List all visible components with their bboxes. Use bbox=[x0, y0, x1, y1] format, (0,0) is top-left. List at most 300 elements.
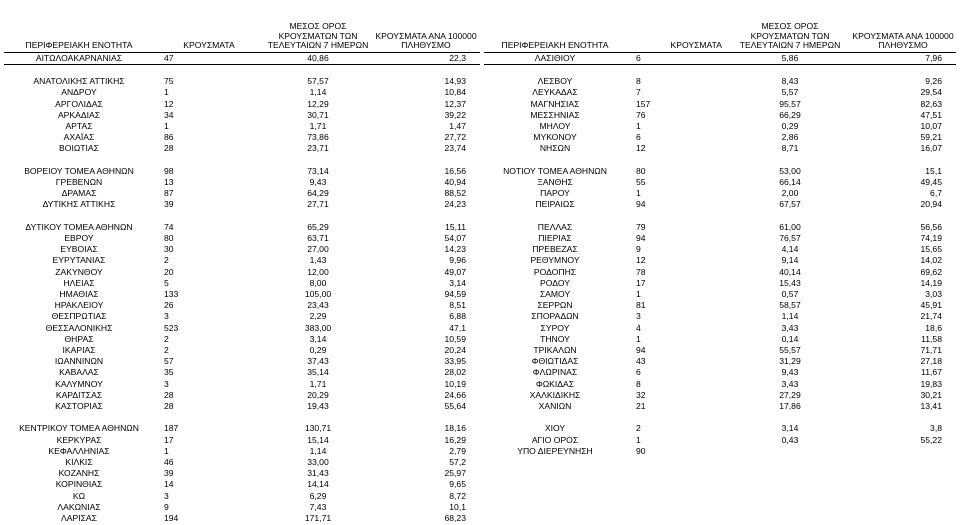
per100k-cell: 14,93 bbox=[444, 76, 466, 87]
table-row bbox=[484, 99, 956, 110]
cases-cell: 3 bbox=[164, 490, 169, 501]
per100k-cell: 88,52 bbox=[444, 188, 466, 199]
avg7-cell: 0,29 bbox=[309, 345, 327, 356]
region-cell: ΚΑΣΤΟΡΙΑΣ bbox=[55, 401, 103, 412]
table-row bbox=[4, 379, 480, 390]
table-row bbox=[484, 233, 956, 244]
avg7-cell: 3,43 bbox=[781, 322, 799, 333]
cases-cell: 32 bbox=[636, 389, 646, 400]
per100k-cell: 9,65 bbox=[449, 479, 466, 490]
avg7-cell: 15,14 bbox=[307, 434, 329, 445]
region-cell: ΤΗΝΟΥ bbox=[540, 333, 570, 344]
per100k-cell: 9,96 bbox=[449, 255, 466, 266]
per100k-cell: 30,21 bbox=[920, 389, 942, 400]
cases-cell: 9 bbox=[636, 244, 641, 255]
region-cell: ΕΥΡΥΤΑΝΙΑΣ bbox=[52, 255, 106, 266]
region-cell: ΓΡΕΒΕΝΩΝ bbox=[55, 176, 103, 187]
per100k-cell: 49,07 bbox=[444, 266, 466, 277]
per100k-cell: 28,02 bbox=[444, 367, 466, 378]
table-row bbox=[484, 255, 956, 266]
region-cell: ΠΡΕΒΕΖΑΣ bbox=[532, 244, 578, 255]
per100k-cell: 22,3 bbox=[372, 52, 480, 64]
avg7-cell: 23,43 bbox=[307, 300, 329, 311]
avg7-cell: 9,43 bbox=[781, 367, 799, 378]
avg7-cell: 19,43 bbox=[307, 401, 329, 412]
cases-cell: 17 bbox=[636, 277, 646, 288]
cases-cell: 8 bbox=[636, 378, 641, 389]
table-row bbox=[484, 300, 956, 311]
region-cell: ΚΑΒΑΛΑΣ bbox=[59, 367, 99, 378]
avg7-cell bbox=[730, 64, 850, 76]
table-row bbox=[484, 87, 956, 98]
cases-cell: 9 bbox=[164, 501, 169, 512]
cases-cell: 20 bbox=[164, 266, 174, 277]
region-cell: ΦΘΙΩΤΙΔΑΣ bbox=[531, 356, 579, 367]
avg7-cell: 67,57 bbox=[779, 199, 801, 210]
header-avg7: ΜΕΣΟΣ ΟΡΟΣ ΚΡΟΥΣΜΑΤΩΝ ΤΩΝ ΤΕΛΕΥΤΑΙΩΝ 7 ΗΜΕΡΩΝ bbox=[730, 22, 850, 52]
region-cell: ΛΑΚΩΝΙΑΣ bbox=[57, 501, 101, 512]
avg7-cell: 73,14 bbox=[307, 165, 329, 176]
per100k-cell: 29,54 bbox=[920, 87, 942, 98]
region-cell: ΚΙΛΚΙΣ bbox=[65, 457, 93, 468]
table-row bbox=[484, 76, 956, 87]
region-cell: ΥΠΟ ΔΙΕΡΕΥΝΗΣΗ bbox=[517, 445, 593, 456]
per100k-cell: 1,47 bbox=[449, 120, 466, 131]
cases-cell: 98 bbox=[164, 165, 174, 176]
cases-cell: 74 bbox=[164, 221, 174, 232]
avg7-cell: 1,71 bbox=[309, 378, 327, 389]
table-row bbox=[484, 423, 956, 434]
per100k-cell: 24,66 bbox=[444, 389, 466, 400]
table-row bbox=[484, 132, 956, 143]
avg7-cell: 383,00 bbox=[304, 322, 332, 333]
table-row bbox=[484, 52, 956, 64]
cases-cell: 76 bbox=[636, 109, 646, 120]
table-row bbox=[4, 390, 480, 401]
per100k-cell: 15,11 bbox=[445, 221, 466, 232]
per100k-cell bbox=[372, 211, 480, 222]
region-cell bbox=[484, 211, 626, 222]
avg7-cell: 5,57 bbox=[781, 87, 799, 98]
per100k-cell: 55,22 bbox=[920, 434, 942, 445]
avg7-cell: 2,86 bbox=[781, 132, 799, 143]
avg7-cell: 58,57 bbox=[779, 300, 801, 311]
per100k-cell: 18,16 bbox=[444, 423, 466, 434]
table-row bbox=[4, 155, 480, 166]
region-cell: ΤΡΙΚΑΛΩΝ bbox=[533, 345, 577, 356]
avg7-cell: 12,29 bbox=[307, 98, 329, 109]
cases-cell: 1 bbox=[164, 120, 169, 131]
per100k-cell: 27,18 bbox=[920, 356, 942, 367]
cases-cell: 187 bbox=[164, 423, 179, 434]
region-cell: ΙΩΑΝΝΙΝΩΝ bbox=[54, 356, 104, 367]
cases-cell bbox=[154, 211, 264, 222]
table-header-row bbox=[4, 22, 480, 52]
region-cell: ΧΙΟΥ bbox=[544, 423, 566, 434]
cases-cell: 1 bbox=[164, 87, 169, 98]
table-row bbox=[484, 311, 956, 322]
table-row bbox=[4, 233, 480, 244]
per100k-cell: 19,83 bbox=[920, 378, 942, 389]
avg7-cell: 73,86 bbox=[307, 132, 329, 143]
region-cell: ΒΟΙΩΤΙΑΣ bbox=[59, 143, 99, 154]
avg7-cell: 4,14 bbox=[781, 244, 799, 255]
region-cell: ΙΚΑΡΙΑΣ bbox=[62, 345, 96, 356]
per100k-cell bbox=[850, 211, 956, 222]
avg7-cell: 3,43 bbox=[781, 378, 799, 389]
region-cell: ΘΕΣΠΡΩΤΙΑΣ bbox=[51, 311, 107, 322]
header-cases: ΚΡΟΥΣΜΑΤΑ bbox=[626, 22, 730, 52]
region-cell: ΚΩ bbox=[72, 490, 86, 501]
table-row bbox=[4, 401, 480, 412]
per100k-cell bbox=[372, 412, 480, 423]
table-row bbox=[4, 502, 480, 513]
avg7-cell bbox=[264, 412, 372, 423]
cases-cell: 80 bbox=[636, 165, 646, 176]
table-row bbox=[484, 379, 956, 390]
avg7-cell: 66,14 bbox=[779, 176, 801, 187]
avg7-cell: 0,29 bbox=[781, 120, 799, 131]
table-row bbox=[484, 289, 956, 300]
avg7-cell: 40,86 bbox=[264, 52, 372, 64]
avg7-cell: 8,71 bbox=[781, 143, 799, 154]
region-cell: ΔΥΤΙΚΟΥ ΤΟΜΕΑ ΑΘΗΝΩΝ bbox=[25, 221, 133, 232]
table-row bbox=[4, 423, 480, 434]
per100k-cell: 6,7 bbox=[930, 188, 942, 199]
region-cell: ΚΑΡΔΙΤΣΑΣ bbox=[55, 389, 103, 400]
avg7-cell: 3,14 bbox=[781, 423, 799, 434]
region-cell: ΠΕΛΛΑΣ bbox=[537, 221, 573, 232]
table-row bbox=[484, 278, 956, 289]
per100k-cell: 69,62 bbox=[920, 266, 942, 277]
table-header-row bbox=[484, 22, 956, 52]
avg7-cell: 14,14 bbox=[307, 479, 329, 490]
avg7-cell: 0,43 bbox=[781, 434, 799, 445]
per100k-cell: 9,26 bbox=[925, 76, 942, 87]
region-cell: ΦΛΩΡΙΝΑΣ bbox=[532, 367, 578, 378]
avg7-cell: 9,43 bbox=[309, 176, 327, 187]
region-cell: ΣΥΡΟΥ bbox=[540, 322, 570, 333]
avg7-cell: 57,57 bbox=[307, 76, 329, 87]
region-cell: ΚΟΡΙΝΘΙΑΣ bbox=[55, 479, 103, 490]
table-row bbox=[484, 401, 956, 412]
region-cell: ΑΧΑΪΑΣ bbox=[63, 132, 95, 143]
avg7-cell: 0,57 bbox=[781, 289, 799, 299]
cases-cell: 81 bbox=[636, 300, 646, 311]
region-cell: ΑΡΚΑΔΙΑΣ bbox=[57, 109, 101, 120]
region-cell bbox=[4, 64, 154, 76]
per100k-cell: 59,21 bbox=[920, 132, 942, 143]
cases-cell: 1 bbox=[636, 188, 641, 199]
cases-cell: 26 bbox=[164, 300, 174, 311]
cases-cell bbox=[154, 155, 264, 166]
table-row bbox=[484, 435, 956, 446]
per100k-cell: 18,6 bbox=[925, 322, 942, 333]
cases-cell: 1 bbox=[636, 289, 641, 299]
cases-cell: 14 bbox=[164, 479, 174, 490]
region-cell: ΔΥΤΙΚΗΣ ΑΤΤΙΚΗΣ bbox=[42, 199, 116, 210]
avg7-cell: 40,14 bbox=[779, 266, 801, 277]
table-row bbox=[484, 199, 956, 210]
table-row bbox=[4, 491, 480, 502]
region-cell: ΛΕΣΒΟΥ bbox=[537, 76, 573, 87]
table-row bbox=[4, 166, 480, 177]
per100k-cell: 82,63 bbox=[920, 98, 942, 109]
per100k-cell: 47,51 bbox=[920, 109, 942, 120]
cases-cell: 28 bbox=[164, 389, 174, 400]
avg7-cell: 130,71 bbox=[304, 423, 332, 434]
per100k-cell: 13,41 bbox=[920, 401, 942, 412]
cases-cell: 2 bbox=[164, 333, 169, 344]
cases-cell: 90 bbox=[636, 445, 646, 456]
per100k-cell: 33,95 bbox=[444, 356, 466, 367]
cases-cell: 47 bbox=[154, 52, 264, 64]
avg7-cell: 17,86 bbox=[779, 401, 801, 412]
per100k-cell: 68,23 bbox=[444, 513, 466, 524]
table-row bbox=[484, 64, 956, 76]
avg7-cell bbox=[730, 155, 850, 166]
cases-cell: 523 bbox=[164, 322, 179, 333]
cases-cell: 3 bbox=[164, 311, 169, 322]
per100k-cell: 27,72 bbox=[444, 132, 466, 143]
avg7-cell: 33,00 bbox=[307, 457, 329, 468]
table-row bbox=[4, 121, 480, 132]
region-cell: ΚΑΛΥΜΝΟΥ bbox=[55, 378, 103, 389]
avg7-cell: 5,86 bbox=[730, 52, 850, 64]
cases-cell: 21 bbox=[636, 401, 646, 412]
table-row bbox=[484, 166, 956, 177]
cases-cell bbox=[626, 211, 730, 222]
table-row bbox=[484, 211, 956, 222]
per100k-cell: 45,91 bbox=[920, 300, 942, 311]
region-cell: ΔΡΑΜΑΣ bbox=[61, 188, 97, 199]
region-cell: ΜΕΣΣΗΝΙΑΣ bbox=[530, 109, 580, 120]
table-row bbox=[4, 334, 480, 345]
cases-cell: 194 bbox=[164, 513, 179, 524]
cases-cell: 2 bbox=[164, 345, 169, 356]
region-cell: ΣΑΜΟΥ bbox=[539, 289, 571, 299]
table-row bbox=[4, 143, 480, 154]
cases-cell: 43 bbox=[636, 356, 646, 367]
per100k-cell: 57,2 bbox=[449, 457, 466, 468]
avg7-cell: 9,14 bbox=[781, 255, 799, 266]
avg7-cell: 27,29 bbox=[779, 389, 801, 400]
region-cell: ΚΕΝΤΡΙΚΟΥ ΤΟΜΕΑ ΑΘΗΝΩΝ bbox=[19, 423, 139, 434]
cases-cell: 79 bbox=[636, 221, 646, 232]
per100k-cell: 20,94 bbox=[920, 199, 942, 210]
table-row bbox=[484, 155, 956, 166]
table-row bbox=[484, 244, 956, 255]
region-cell bbox=[4, 155, 154, 166]
table-row bbox=[4, 255, 480, 266]
header-cases: ΚΡΟΥΣΜΑΤΑ bbox=[154, 22, 264, 52]
avg7-cell bbox=[730, 412, 850, 423]
table-row bbox=[4, 479, 480, 490]
cases-cell: 12 bbox=[636, 143, 646, 154]
cases-cell bbox=[154, 412, 264, 423]
per100k-cell: 56,56 bbox=[920, 221, 942, 232]
per100k-cell: 16,56 bbox=[444, 165, 466, 176]
region-cell: ΦΩΚΙΔΑΣ bbox=[535, 378, 575, 389]
cases-cell: 1 bbox=[164, 445, 169, 456]
table-row bbox=[4, 177, 480, 188]
per100k-cell: 94,59 bbox=[444, 289, 466, 299]
cases-cell: 133 bbox=[164, 289, 179, 299]
region-cell: ΚΕΡΚΥΡΑΣ bbox=[56, 434, 102, 445]
table-row bbox=[4, 52, 480, 64]
avg7-cell: 15,43 bbox=[779, 277, 801, 288]
cases-cell bbox=[626, 412, 730, 423]
table-row bbox=[484, 177, 956, 188]
cases-cell bbox=[626, 64, 730, 76]
table-row bbox=[484, 345, 956, 356]
avg7-cell: 2,00 bbox=[781, 188, 799, 199]
region-cell bbox=[4, 211, 154, 222]
table-row bbox=[4, 367, 480, 378]
cases-cell: 78 bbox=[636, 266, 646, 277]
avg7-cell bbox=[730, 211, 850, 222]
per100k-cell: 14,19 bbox=[920, 277, 942, 288]
region-cell: ΡΟΔΟΥ bbox=[540, 277, 570, 288]
table-row bbox=[484, 446, 956, 457]
table-row bbox=[4, 278, 480, 289]
per100k-cell: 10,19 bbox=[444, 378, 466, 389]
table-row bbox=[484, 390, 956, 401]
cases-cell: 94 bbox=[636, 199, 646, 210]
avg7-cell: 55,57 bbox=[779, 345, 801, 356]
cases-cell: 157 bbox=[636, 98, 651, 109]
cases-cell: 7 bbox=[636, 87, 641, 98]
per100k-cell bbox=[850, 446, 956, 457]
cases-cell: 3 bbox=[164, 378, 169, 389]
table-row bbox=[4, 244, 480, 255]
region-cell bbox=[484, 155, 626, 166]
avg7-cell: 7,43 bbox=[309, 501, 327, 512]
cases-cell: 80 bbox=[164, 232, 174, 243]
region-cell: ΛΑΣΙΘΙΟΥ bbox=[484, 52, 626, 64]
region-cell: ΛΕΥΚΑΔΑΣ bbox=[532, 87, 578, 98]
table-row bbox=[4, 110, 480, 121]
avg7-cell: 27,71 bbox=[307, 199, 329, 210]
avg7-cell: 35,14 bbox=[307, 367, 329, 378]
avg7-cell: 8,00 bbox=[309, 277, 327, 288]
avg7-cell: 1,71 bbox=[309, 120, 327, 131]
table-row bbox=[4, 132, 480, 143]
per100k-cell: 15,65 bbox=[920, 244, 942, 255]
region-cell: ΜΗΛΟΥ bbox=[539, 120, 571, 131]
avg7-cell: 8,43 bbox=[781, 76, 799, 87]
per100k-cell: 16,07 bbox=[920, 143, 942, 154]
table-row bbox=[4, 99, 480, 110]
avg7-cell: 66,29 bbox=[779, 109, 801, 120]
table-row bbox=[4, 64, 480, 76]
cases-cell: 94 bbox=[636, 232, 646, 243]
avg7-cell: 1,43 bbox=[309, 255, 327, 266]
region-cell: ΛΑΡΙΣΑΣ bbox=[61, 513, 97, 524]
cases-cell: 12 bbox=[164, 98, 174, 109]
cases-cell: 6 bbox=[636, 367, 641, 378]
avg7-cell bbox=[264, 211, 372, 222]
cases-table-left bbox=[4, 22, 480, 524]
cases-cell: 13 bbox=[164, 176, 174, 187]
table-body-right bbox=[484, 52, 956, 457]
cases-cell: 6 bbox=[636, 132, 641, 143]
region-cell: ΘΗΡΑΣ bbox=[64, 333, 94, 344]
table-row bbox=[4, 267, 480, 278]
region-cell: ΕΒΡΟΥ bbox=[64, 232, 94, 243]
per100k-cell bbox=[850, 64, 956, 76]
table-row bbox=[4, 468, 480, 479]
region-cell: ΧΑΛΚΙΔΙΚΗΣ bbox=[529, 389, 581, 400]
region-cell: ΕΥΒΟΙΑΣ bbox=[60, 244, 98, 255]
region-cell: ΚΟΖΑΝΗΣ bbox=[58, 468, 100, 479]
region-cell: ΑΡΤΑΣ bbox=[65, 120, 93, 131]
table-row bbox=[4, 513, 480, 524]
region-cell: ΑΝΔΡΟΥ bbox=[61, 87, 97, 98]
per100k-cell: 10,07 bbox=[920, 120, 942, 131]
avg7-cell: 6,29 bbox=[309, 490, 327, 501]
header-avg7: ΜΕΣΟΣ ΟΡΟΣ ΚΡΟΥΣΜΑΤΩΝ ΤΩΝ ΤΕΛΕΥΤΑΙΩΝ 7 ΗΜΕΡΩΝ bbox=[264, 22, 372, 52]
region-cell: ΜΥΚΟΝΟΥ bbox=[533, 132, 577, 143]
per100k-cell bbox=[372, 64, 480, 76]
cases-cell: 55 bbox=[636, 176, 646, 187]
region-cell: ΑΓΙΟ ΟΡΟΣ bbox=[531, 434, 579, 445]
per100k-cell: 8,51 bbox=[449, 300, 466, 311]
cases-cell: 39 bbox=[164, 468, 174, 479]
cases-cell: 6 bbox=[626, 52, 730, 64]
per100k-cell: 6,88 bbox=[449, 311, 466, 322]
per100k-cell: 39,22 bbox=[444, 109, 466, 120]
header-per100k: ΚΡΟΥΣΜΑΤΑ ΑΝΑ 100000 ΠΛΗΘΥΣΜΟ bbox=[372, 22, 480, 52]
per100k-cell: 11,58 bbox=[921, 333, 942, 344]
cases-cell: 1 bbox=[636, 333, 641, 344]
cases-cell bbox=[626, 155, 730, 166]
region-cell bbox=[484, 412, 626, 423]
table-row bbox=[484, 334, 956, 345]
table-row bbox=[4, 356, 480, 367]
per100k-cell: 54,07 bbox=[444, 232, 466, 243]
avg7-cell: 64,29 bbox=[307, 188, 329, 199]
table-row bbox=[484, 222, 956, 233]
avg7-cell: 2,29 bbox=[309, 311, 327, 322]
per100k-cell: 10,84 bbox=[444, 87, 466, 98]
avg7-cell: 12,00 bbox=[307, 266, 329, 277]
header-region: ΠΕΡΙΦΕΡΕΙΑΚΗ ΕΝΟΤΗΤΑ bbox=[4, 22, 154, 52]
avg7-cell: 20,29 bbox=[307, 389, 329, 400]
region-cell: ΞΑΝΘΗΣ bbox=[537, 176, 573, 187]
avg7-cell: 61,00 bbox=[779, 221, 801, 232]
avg7-cell: 1,14 bbox=[309, 87, 327, 98]
region-cell: ΑΡΓΟΛΙΔΑΣ bbox=[55, 98, 103, 109]
table-row bbox=[484, 267, 956, 278]
table-row bbox=[484, 110, 956, 121]
per100k-cell: 21,74 bbox=[920, 311, 942, 322]
cases-cell: 28 bbox=[164, 401, 174, 412]
cases-cell: 17 bbox=[164, 434, 174, 445]
avg7-cell: 95,57 bbox=[779, 98, 801, 109]
region-cell bbox=[4, 412, 154, 423]
avg7-cell: 23,71 bbox=[307, 143, 329, 154]
cases-table-right bbox=[484, 22, 956, 457]
avg7-cell: 63,71 bbox=[307, 232, 329, 243]
per100k-cell: 7,96 bbox=[850, 52, 956, 64]
cases-cell: 94 bbox=[636, 345, 646, 356]
per100k-cell: 3,03 bbox=[925, 289, 942, 299]
per100k-cell: 12,37 bbox=[444, 98, 466, 109]
region-cell: ΖΑΚΥΝΘΟΥ bbox=[55, 266, 103, 277]
per100k-cell bbox=[850, 412, 956, 423]
per100k-cell: 71,71 bbox=[920, 345, 942, 356]
